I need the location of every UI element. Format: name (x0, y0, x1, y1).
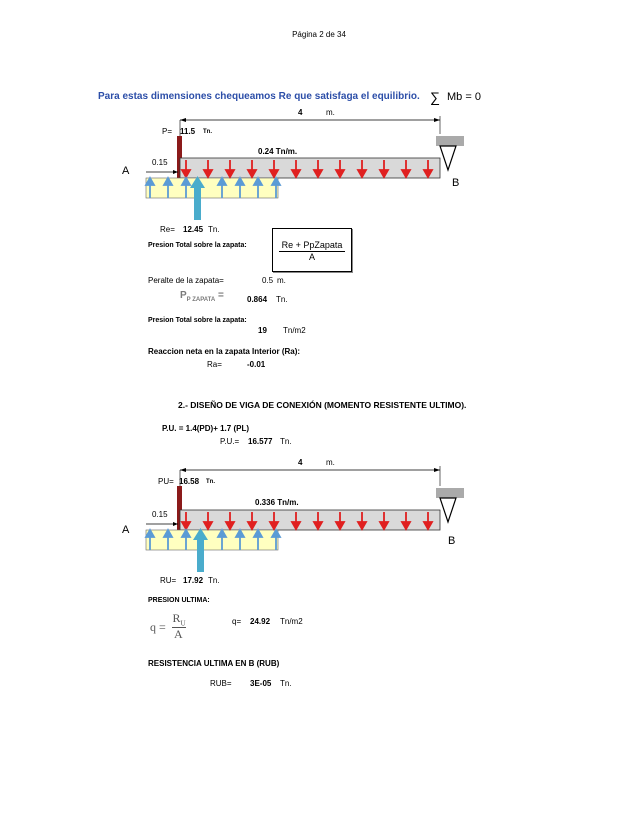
ra-label: Ra= (207, 360, 222, 369)
formula-denominator: A (308, 252, 315, 262)
q-unit: Tn/m2 (280, 617, 303, 626)
pu2-label: PU= (158, 477, 174, 486)
ru-value: 17.92 (183, 576, 204, 585)
presion-total-value: 19 (258, 326, 267, 335)
section2-title: 2.- DISEÑO DE VIGA DE CONEXIÓN (MOMENTO RESISTENTE ULTIMO). (178, 400, 467, 410)
ppz-value: 0.864 (247, 295, 268, 304)
sigma-icon: ∑ (430, 89, 440, 105)
rub-title: RESISTENCIA ULTIMA EN B (RUB) (148, 659, 280, 668)
re-unit: Tn. (208, 225, 220, 234)
ppz-symbol: $P_{P ZAPATA}$ = (180, 290, 224, 303)
p-unit: Tn. (203, 129, 212, 135)
length-value-1: 4 (298, 108, 303, 117)
presion-total-label: Presion Total sobre la zapata: (148, 242, 247, 249)
beam-diagram-1 (0, 110, 638, 230)
sum-formula: Mb = 0 (447, 91, 481, 103)
support-b-1: B (452, 177, 460, 189)
p-value: 11.5 (180, 127, 196, 136)
support-a-2: A (122, 524, 130, 536)
length-unit-2: m. (326, 458, 335, 467)
presion-ultima-label: PRESION ULTIMA: (148, 597, 210, 604)
presion-total-label-2: Presion Total sobre la zapata: (148, 317, 247, 324)
pu-label: P.U.= (220, 437, 240, 446)
support-b-block (436, 136, 464, 146)
peralte-unit: m. (277, 276, 286, 285)
presion-total-unit: Tn/m2 (283, 326, 306, 335)
peralte-label: Peralte de la zapata= (148, 276, 224, 285)
load-label-2: 0.336 Tn/m. (255, 498, 299, 507)
re-value: 12.45 (183, 225, 204, 234)
q-value: 24.92 (250, 617, 271, 626)
ru-label: RU= (160, 576, 177, 585)
support-b-2: B (448, 535, 456, 547)
ru-unit: Tn. (208, 576, 220, 585)
pu2-value: 16.58 (179, 477, 200, 486)
re-label: Re= (160, 225, 175, 234)
reaccion-label: Reaccion neta en la zapata Interior (Ra): (148, 347, 301, 356)
peralte-value: 0.5 (262, 276, 274, 285)
rub-value: 3E-05 (250, 679, 272, 688)
support-b-triangle-2 (440, 498, 456, 522)
length-unit-1: m. (326, 108, 335, 117)
ra-value: -0.01 (247, 360, 266, 369)
support-b-triangle (440, 146, 456, 170)
pu-unit: Tn. (280, 437, 292, 446)
support-a-1: A (122, 165, 130, 177)
offset-1: 0.15 (152, 158, 168, 167)
support-b-block-2 (436, 488, 464, 498)
rub-label: RUB= (210, 679, 232, 688)
q-label: q= (232, 617, 242, 626)
p-label: P= (162, 127, 173, 136)
rub-unit: Tn. (280, 679, 292, 688)
beam (180, 158, 440, 178)
page-number: Página 2 de 34 (292, 30, 346, 39)
beam-diagram-2 (0, 460, 638, 580)
pu2-unit: Tn. (206, 479, 215, 485)
section1-title: Para estas dimensiones chequeamos Re que satisfaga el equilibrio. (98, 91, 420, 102)
ppz-unit: Tn. (276, 295, 288, 304)
pu-value: 16.577 (248, 437, 273, 446)
load-label-1: 0.24 Tn/m. (258, 147, 298, 156)
length-value-2: 4 (298, 458, 303, 467)
offset-2: 0.15 (152, 510, 168, 519)
formula-box (272, 228, 352, 272)
beam-2 (180, 510, 440, 530)
pu-formula: P.U. = 1.4(PD)+ 1.7 (PL) (162, 424, 249, 433)
formula-numerator: Re + PpZapata (279, 240, 345, 252)
